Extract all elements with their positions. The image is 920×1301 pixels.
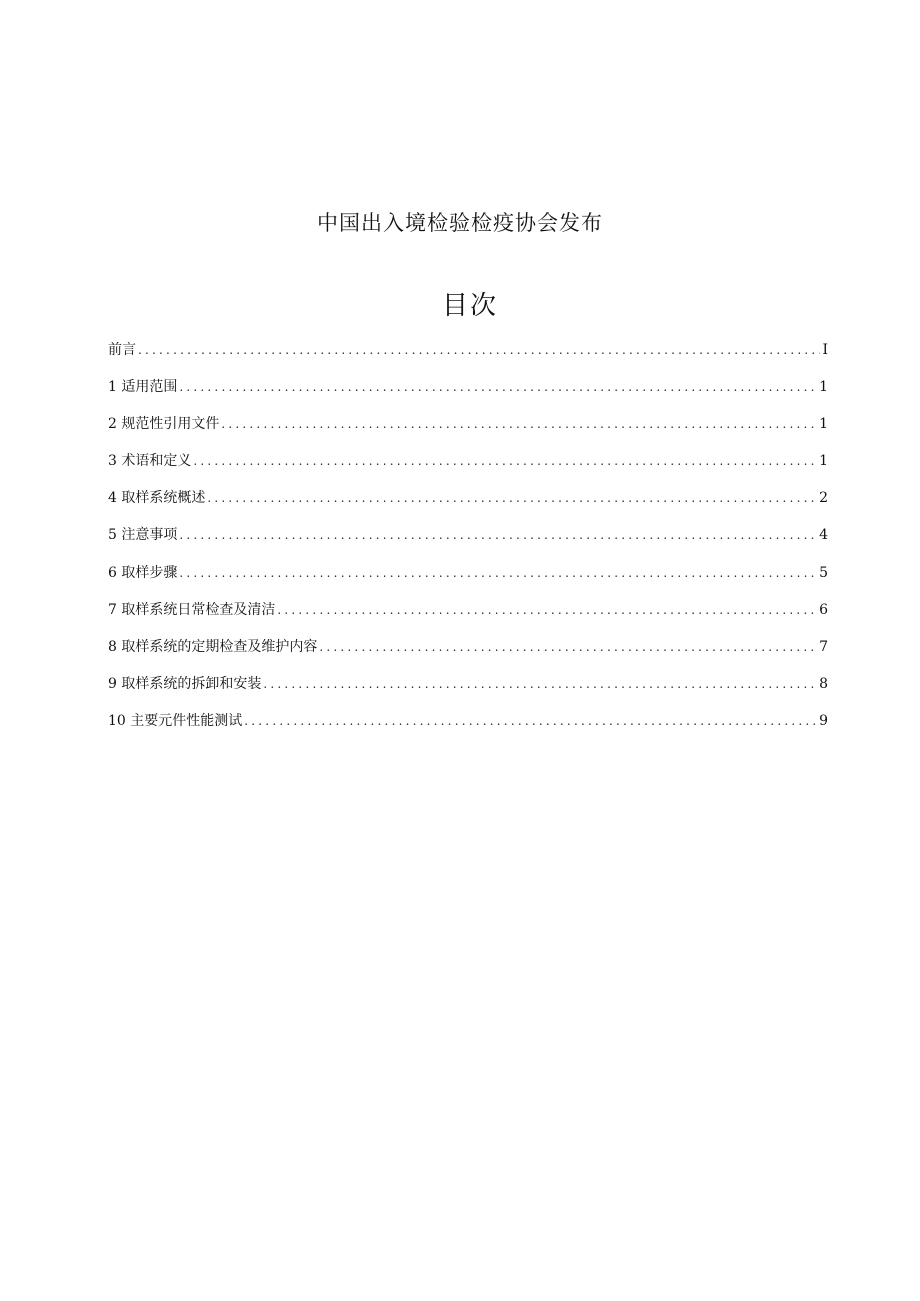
toc-entry-label: 8 取样系统的定期检查及维护内容 <box>108 638 318 655</box>
toc-entry-normative-references[interactable] <box>108 412 828 449</box>
toc-leader-dots <box>179 375 817 399</box>
toc-entry-component-testing[interactable] <box>108 709 828 746</box>
toc-entry-page: 5 <box>819 564 828 581</box>
toc-entry-label: 7 取样系统日常检查及清洁 <box>108 601 276 618</box>
toc-leader-dots <box>179 523 817 547</box>
toc-entry-sampling-steps[interactable] <box>108 561 828 598</box>
toc-entry-page: 1 <box>819 416 828 433</box>
toc-entry-page: 1 <box>819 379 828 396</box>
toc-leader-dots <box>277 598 817 622</box>
toc-entry-label: 10 主要元件性能测试 <box>108 712 243 729</box>
toc-entry-label: 9 取样系统的拆卸和安装 <box>108 675 262 692</box>
toc-entry-foreword[interactable] <box>108 338 828 375</box>
toc-leader-dots <box>319 635 817 659</box>
toc-leader-dots <box>193 449 817 473</box>
toc-entry-terms-definitions[interactable] <box>108 449 828 486</box>
toc-entry-daily-inspection[interactable] <box>108 598 828 635</box>
toc-entry-system-overview[interactable] <box>108 486 828 523</box>
toc-entry-scope[interactable] <box>108 375 828 412</box>
toc-entry-label: 6 取样步骤 <box>108 564 178 581</box>
toc-entry-label: 3 术语和定义 <box>108 453 192 470</box>
toc-entry-page: 9 <box>819 712 828 729</box>
toc-entry-page: 8 <box>819 675 828 692</box>
toc-leader-dots <box>244 709 817 733</box>
toc-title: 目次 <box>441 291 498 321</box>
toc-leader-dots <box>221 412 817 436</box>
toc-entry-page: 4 <box>819 527 828 544</box>
toc-entry-disassembly-installation[interactable] <box>108 672 828 709</box>
toc-entry-page: 1 <box>819 453 828 470</box>
toc-entry-label: 1 适用范围 <box>108 379 178 396</box>
toc-entry-label: 前言 <box>108 342 136 358</box>
toc-entry-label: 4 取样系统概述 <box>108 490 206 507</box>
toc-entry-label: 2 规范性引用文件 <box>108 416 220 433</box>
toc-entry-page: 6 <box>819 601 828 618</box>
toc-entry-precautions[interactable] <box>108 523 828 560</box>
publisher-line: 中国出入境检验检疫协会发布 <box>317 211 603 235</box>
toc-leader-dots <box>138 338 820 362</box>
toc-leader-dots <box>263 672 817 696</box>
toc-entry-periodic-maintenance[interactable] <box>108 635 828 672</box>
toc-leader-dots <box>207 486 817 510</box>
table-of-contents <box>108 338 828 746</box>
toc-entry-page: 2 <box>819 490 828 507</box>
toc-entry-page: I <box>822 342 828 358</box>
toc-entry-page: 7 <box>819 638 828 655</box>
toc-entry-label: 5 注意事项 <box>108 527 178 544</box>
toc-leader-dots <box>179 561 817 585</box>
